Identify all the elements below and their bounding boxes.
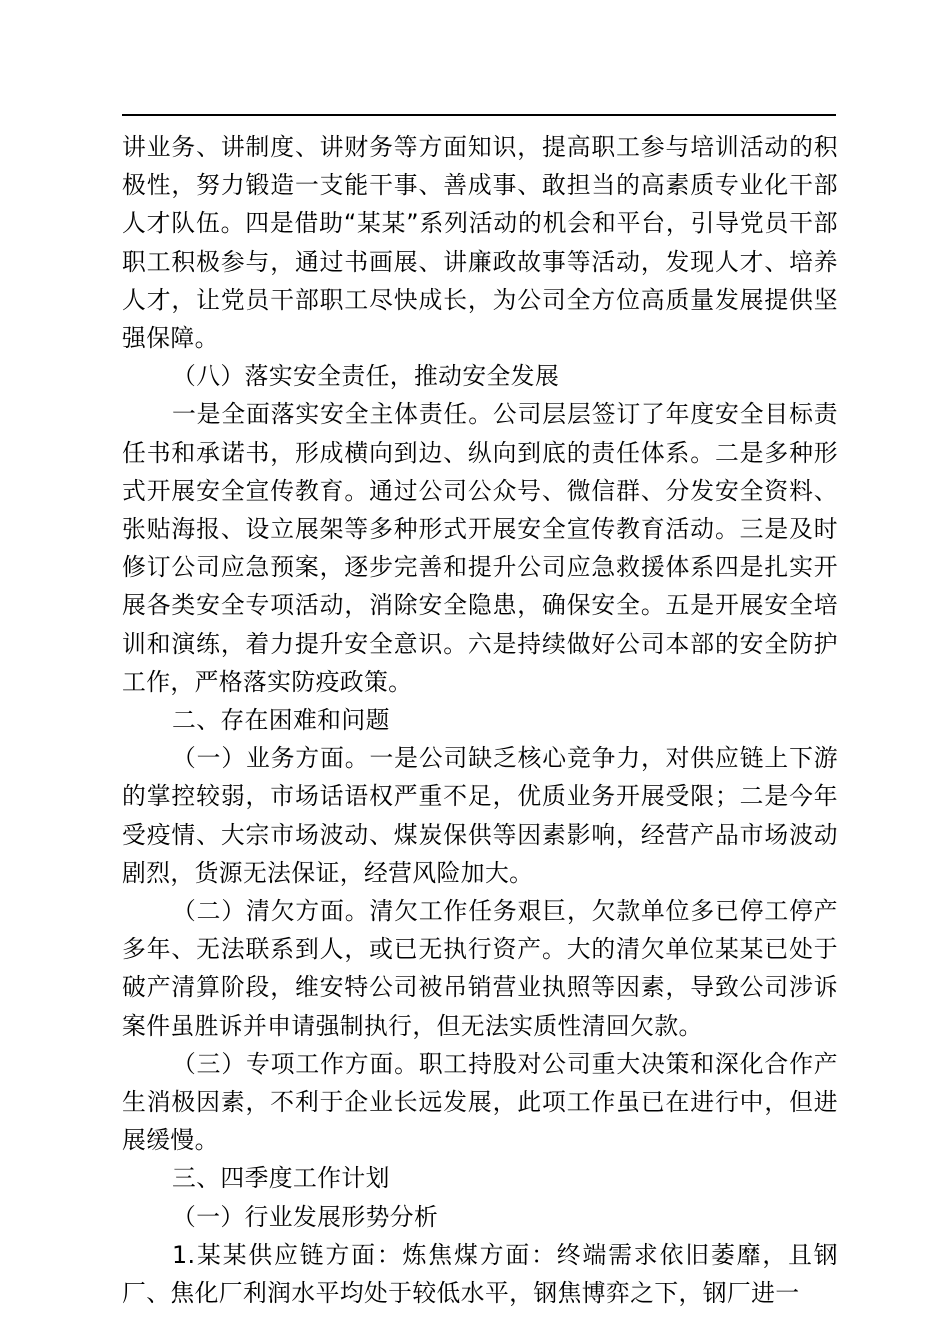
section-heading-problems: 二、存在困难和问题 bbox=[172, 706, 390, 735]
section-heading-safety: （八）落实安全责任，推动安全发展 bbox=[172, 362, 560, 391]
header-rule bbox=[122, 114, 836, 116]
document-body bbox=[122, 128, 838, 1312]
paragraph-safety: 一是全面落实安全主体责任。公司层层签订了年度安全目标责任书和承诺书，形成横向到边、纵向到底的责任体系。二是多种形式开展安全宣传教育。通过公司公众号、微信群、分发安全资料、张贴海报、设立展架等多种形式开展安全宣传教育活动。三是及时修订公司应急预案，逐步完善和提升公司应急救援体系四是扎实开展各类安全专项活动，消除安全隐患，确保安全。五是开展安全培训和演练，着力提升安全意识。六是持续做好公司本部的安全防护工作，严格落实防疫政策。 bbox=[122, 400, 838, 696]
paragraph-continuation: 讲业务、讲制度、讲财务等方面知识，提高职工参与培训活动的积极性，努力锻造一支能干事、善成事、敢担当的高素质专业化干部人才队伍。四是借助“某某”系列活动的机会和平台，引导党员干部职工积极参与，通过书画展、讲廉政故事等活动，发现人才、培养人才，让党员干部职工尽快成长，为公司全方位高质量发展提供坚强保障。 bbox=[122, 133, 838, 353]
paragraph-business: （一）业务方面。一是公司缺乏核心竞争力，对供应链上下游的掌控较弱，市场话语权严重不足，优质业务开展受限；二是今年受疫情、大宗市场波动、煤炭保供等因素影响，经营产品市场波动剧烈，货源无法保证，经营风险加大。 bbox=[122, 744, 838, 887]
paragraph-special-work: （三）专项工作方面。职工持股对公司重大决策和深化合作产生消极因素，不利于企业长远发展，此项工作虽已在进行中，但进展缓慢。 bbox=[122, 1049, 838, 1155]
paragraph-debt-collection: （二）清欠方面。清欠工作任务艰巨，欠款单位多已停工停产多年、无法联系到人，或已无执行资产。大的清欠单位某某已处于破产清算阶段，维安特公司被吊销营业执照等因素，导致公司涉诉案件虽胜诉并申请强制执行，但无法实质性清回欠款。 bbox=[122, 897, 838, 1040]
paragraph-supply-chain: 1.某某供应链方面：炼焦煤方面：终端需求依旧萎靡，且钢厂、焦化厂利润水平均处于较低水平，钢焦博弈之下，钢厂进一 bbox=[122, 1240, 838, 1308]
section-heading-q4-plan: 三、四季度工作计划 bbox=[172, 1164, 390, 1193]
subheading-industry-analysis: （一）行业发展形势分析 bbox=[172, 1202, 439, 1231]
